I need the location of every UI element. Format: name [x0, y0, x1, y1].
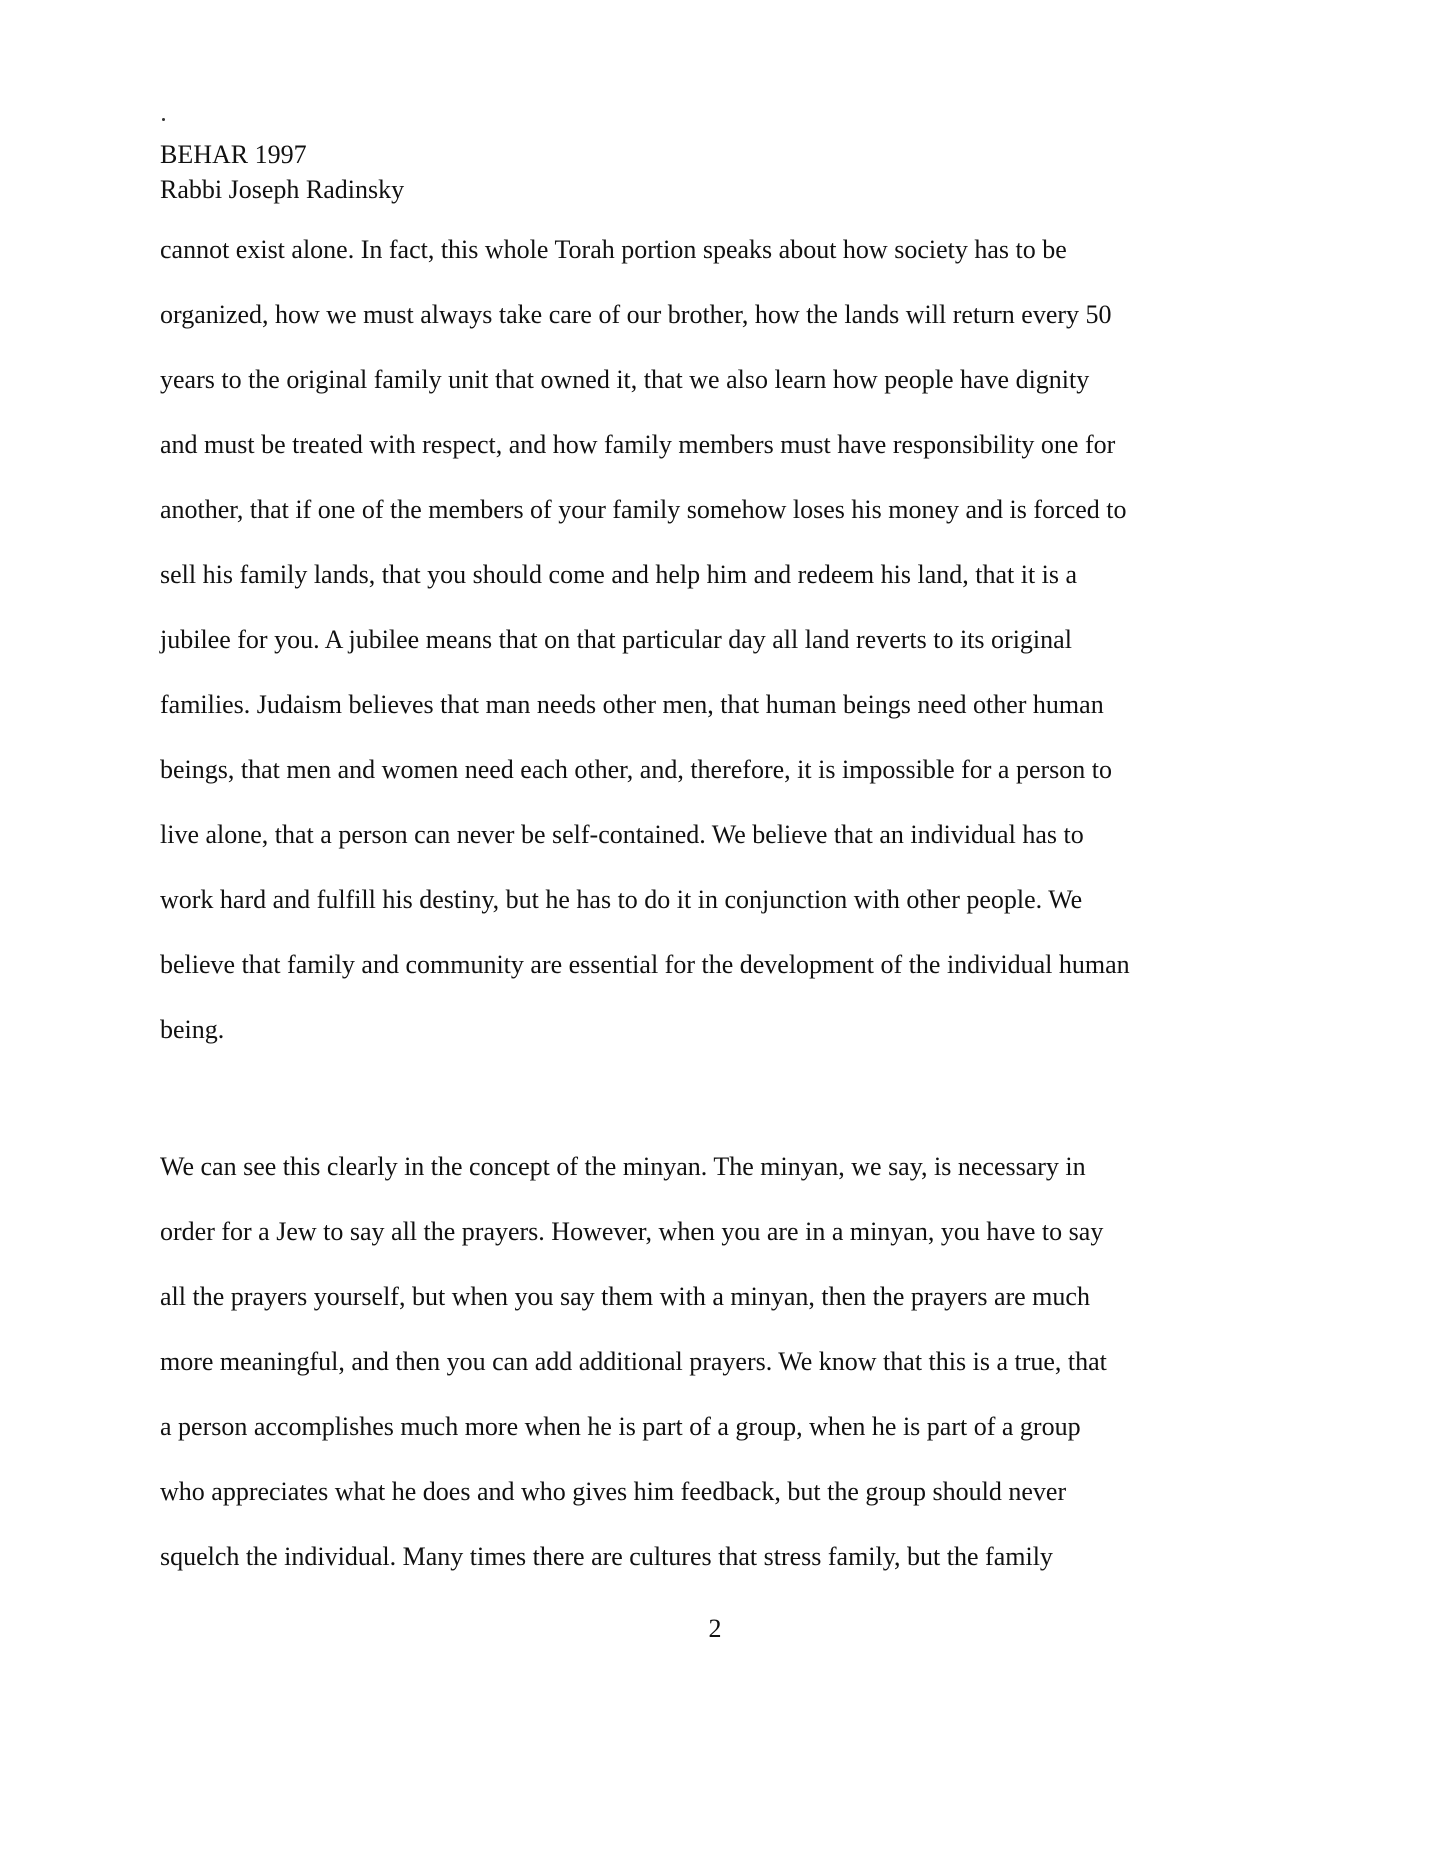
paragraph-line: organized, how we must always take care of our brother, how the lands will return every 50 [160, 300, 1112, 329]
paragraph-line: and must be treated with respect, and how family members must have responsibility one for [160, 430, 1116, 459]
paragraph-line: cannot exist alone. In fact, this whole Torah portion speaks about how society has to be [160, 235, 1067, 264]
document-title: BEHAR 1997 [160, 140, 307, 169]
document-author: Rabbi Joseph Radinsky [160, 175, 405, 204]
document-header [160, 137, 404, 207]
paragraph-line: jubilee for you. A jubilee means that on that particular day all land reverts to its original [160, 625, 1072, 654]
paragraph-line: another, that if one of the members of your family somehow loses his money and is forced to [160, 495, 1127, 524]
paragraph-line: sell his family lands, that you should come and help him and redeem his land, that it is a [160, 560, 1078, 589]
paragraph-line: being. [160, 1015, 225, 1044]
paragraph-1 [160, 233, 1270, 1078]
paragraph-line: who appreciates what he does and who gives him feedback, but the group should never [160, 1477, 1067, 1506]
paragraph-line: work hard and fulfill his destiny, but he has to do it in conjunction with other people. We [160, 885, 1083, 914]
paragraph-2 [160, 1150, 1270, 1605]
paragraph-line: years to the original family unit that owned it, that we also learn how people have dignity [160, 365, 1090, 394]
paragraph-line: all the prayers yourself, but when you say them with a minyan, then the prayers are much [160, 1282, 1090, 1311]
paragraph-line: families. Judaism believes that man needs other men, that human beings need other human [160, 690, 1104, 719]
paragraph-line: squelch the individual. Many times there are cultures that stress family, but the family [160, 1542, 1053, 1571]
paragraph-line: We can see this clearly in the concept of the minyan. The minyan, we say, is necessary in [160, 1152, 1086, 1181]
paragraph-line: live alone, that a person can never be self-contained. We believe that an individual has to [160, 820, 1084, 849]
page-number: 2 [708, 1614, 722, 1643]
paragraph-line: a person accomplishes much more when he is part of a group, when he is part of a group [160, 1412, 1081, 1441]
scan-speck [162, 118, 165, 121]
paragraph-line: order for a Jew to say all the prayers. However, when you are in a minyan, you have to say [160, 1217, 1104, 1246]
paragraph-line: beings, that men and women need each other, and, therefore, it is impossible for a person to [160, 755, 1113, 784]
paragraph-line: believe that family and community are essential for the development of the individual human [160, 950, 1130, 979]
paragraph-line: more meaningful, and then you can add additional prayers. We know that this is a true, that [160, 1347, 1107, 1376]
